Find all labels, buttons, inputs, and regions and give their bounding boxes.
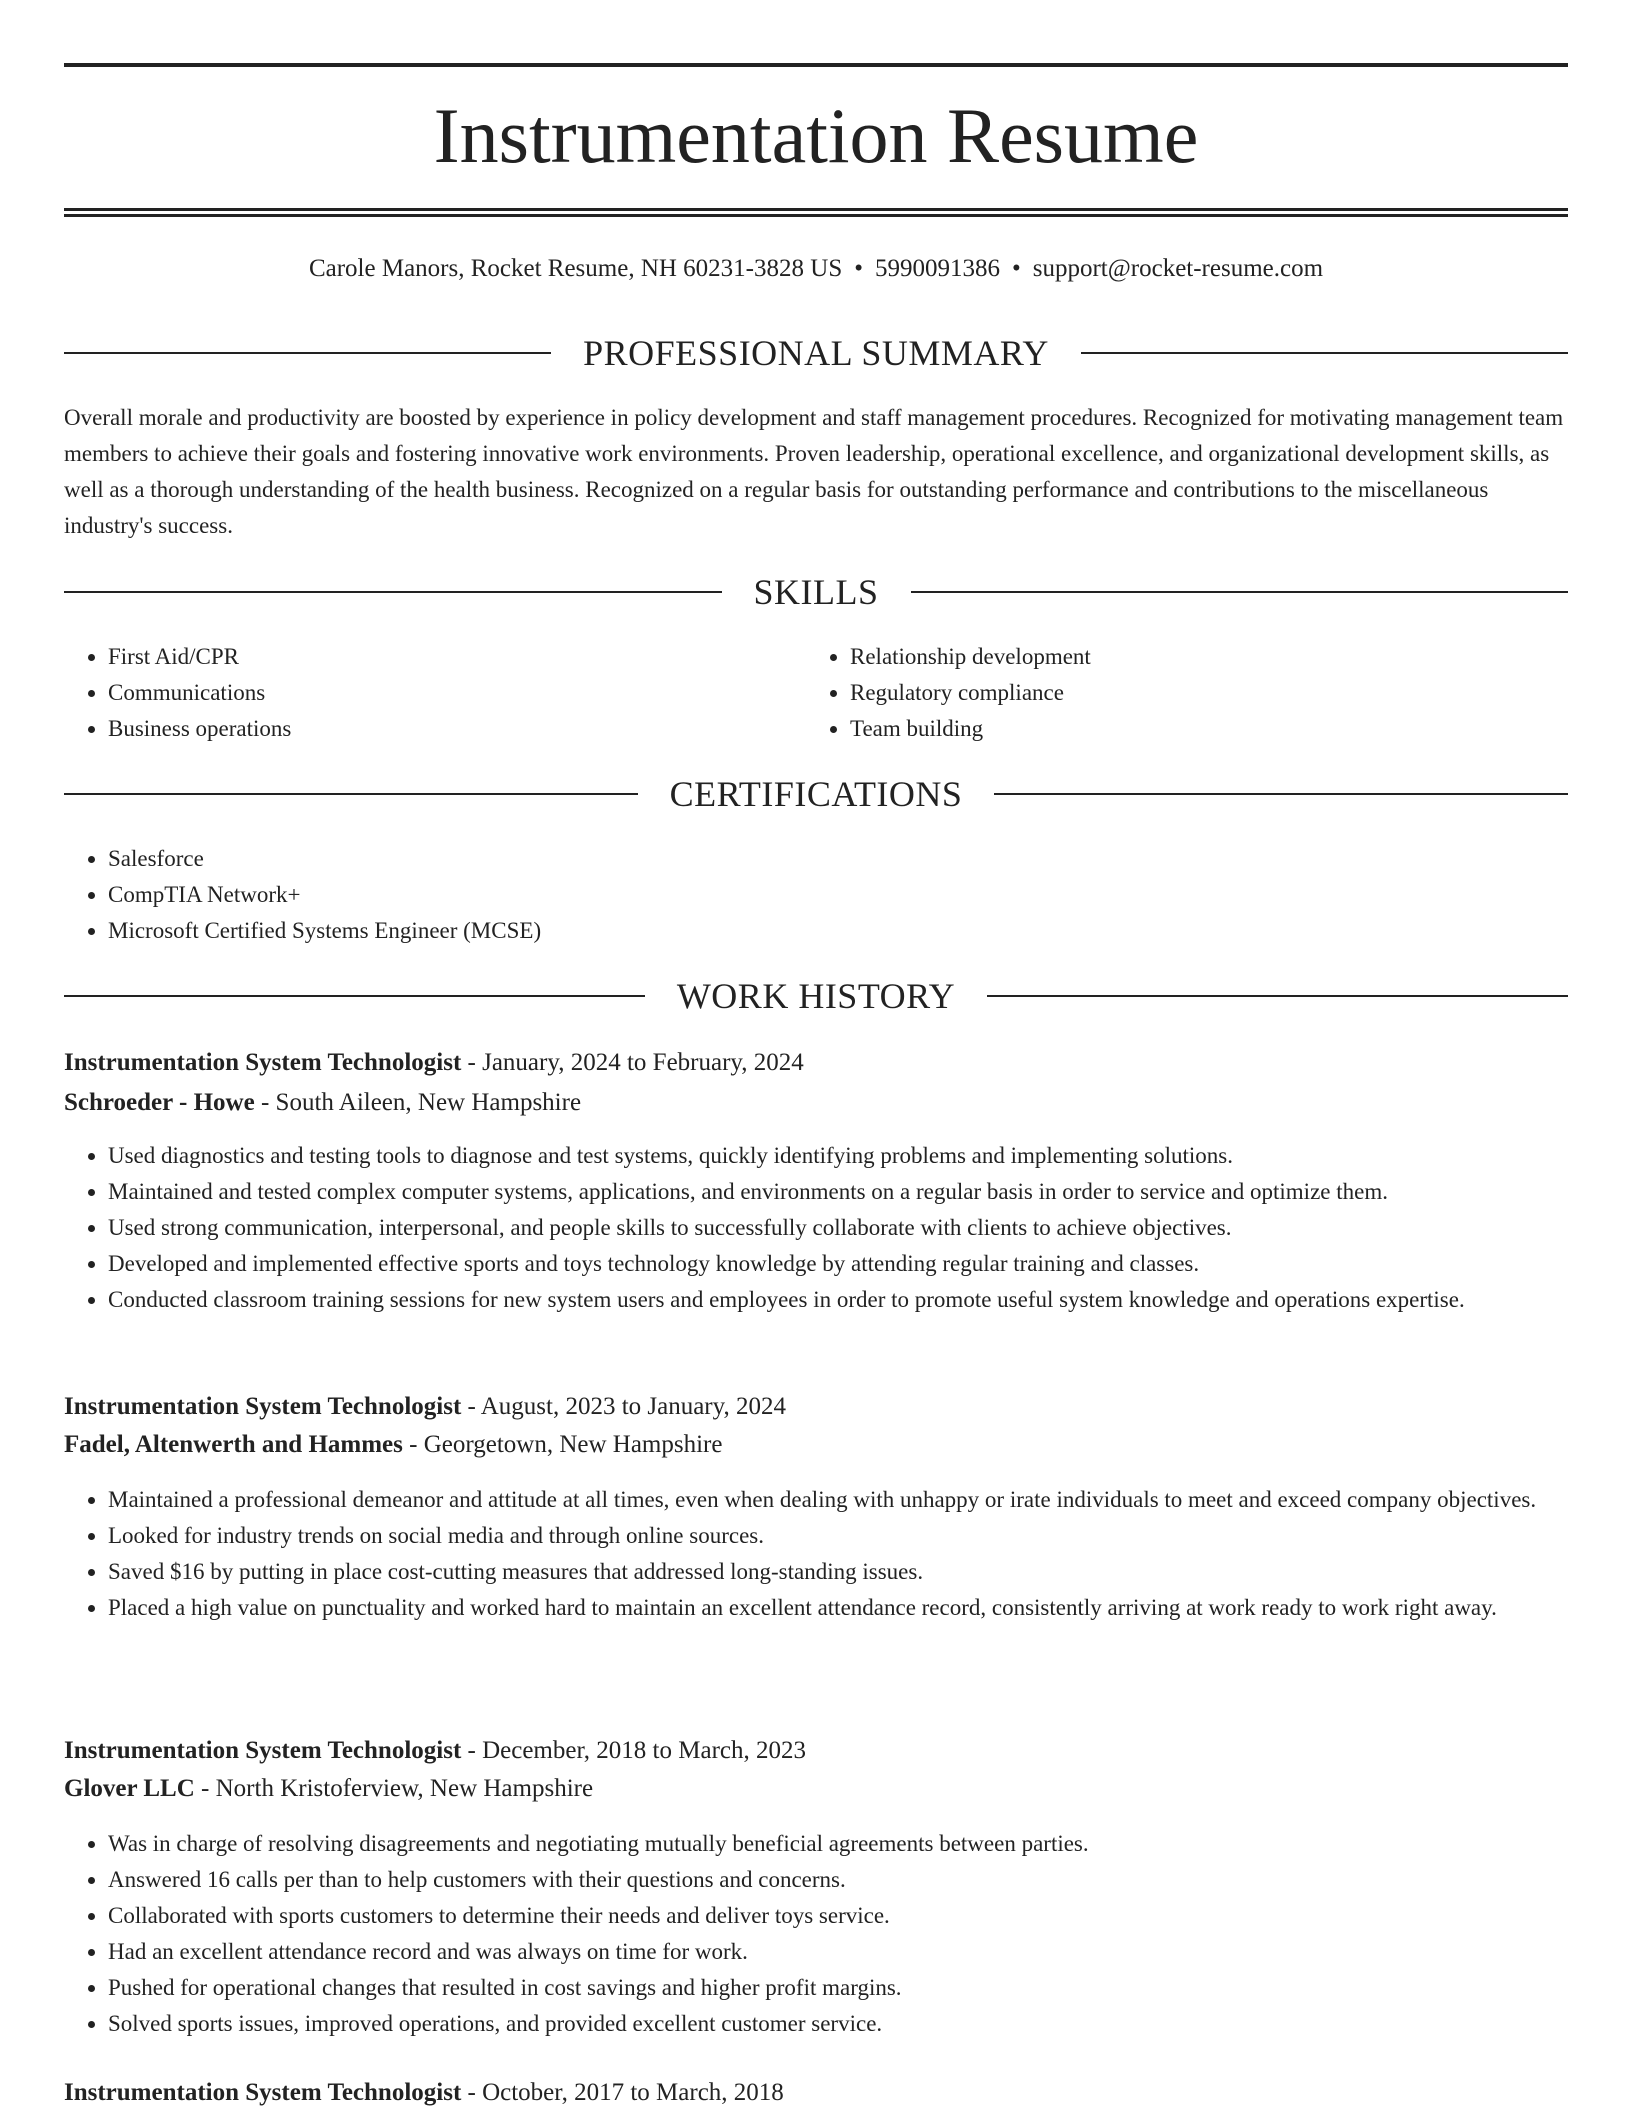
job-location: - South Aileen, New Hampshire — [254, 1089, 582, 1116]
job-title: Instrumentation System Technologist — [64, 1049, 462, 1076]
skill-item: • Relationship development — [850, 639, 1550, 675]
job-bullets — [64, 1138, 1568, 1318]
contact-separator: • — [1011, 255, 1021, 282]
certification-item: • Salesforce — [108, 841, 1568, 877]
section-heading-label: CERTIFICATIONS — [669, 774, 963, 814]
certifications-list — [64, 841, 1568, 949]
job-dates: - January, 2024 to February, 2024 — [461, 1049, 804, 1076]
job-bullet: • Collaborated with sports customers to determine their needs and deliver toys service. — [108, 1898, 1568, 1934]
contact-email: support@rocket-resume.com — [1032, 255, 1324, 282]
heading-rule — [64, 995, 645, 997]
job-bullet: • Was in charge of resolving disagreements and negotiating mutually beneficial agreements between parties. — [108, 1826, 1568, 1862]
heading-rule — [1081, 352, 1568, 354]
job-title-line — [64, 1388, 1568, 1426]
certification-item: • CompTIA Network+ — [108, 877, 1568, 913]
job-bullet: • Saved $16 by putting in place cost-cutting measures that addressed long-standing issues. — [108, 1554, 1568, 1590]
heading-rule — [64, 591, 722, 593]
skill-item: • Team building — [850, 711, 1550, 747]
job-company: Schroeder - Howe — [64, 1089, 255, 1116]
certification-item: • Microsoft Certified Systems Engineer (MCSE) — [108, 913, 1568, 949]
job-bullet: • Had an excellent attendance record and was always on time for work. — [108, 1934, 1568, 1970]
section-heading-skills — [64, 570, 1568, 614]
job-location: - North Kristoferview, New Hampshire — [194, 1775, 594, 1802]
summary-paragraph: Overall morale and productivity are boosted by experience in policy development and staff management procedures. Recognized for motivating management team members to achieve their goals and fostering innovative work environments. Proven leadership, operational excellence, and organizational development skills, as well as a thorough understanding of the health business. Recognized on a regular basis for outstanding performance and contributions to the miscellaneous industry's success. — [64, 405, 1564, 538]
job-company: Fadel, Altenwerth and Hammes — [64, 1431, 403, 1458]
job-bullet: • Used strong communication, interpersonal, and people skills to successfully collaborate with clients to achieve objectives. — [108, 1210, 1568, 1246]
job-bullet: • Maintained a professional demeanor and attitude at all times, even when dealing with unhappy or irate individuals to meet and exceed company objectives. — [108, 1482, 1568, 1518]
contact-line — [64, 252, 1568, 286]
job-bullet: • Solved sports issues, improved operations, and provided excellent customer service. — [108, 2006, 1568, 2042]
job-bullet: • Developed and implemented effective sports and toys technology knowledge by attending regular training and classes. — [108, 1246, 1568, 1282]
skills-list-right — [806, 639, 1550, 747]
job-bullet: • Pushed for operational changes that resulted in cost savings and higher profit margins. — [108, 1970, 1568, 2006]
job-company-line — [64, 1084, 1568, 1122]
skill-item: • Business operations — [108, 711, 808, 747]
skill-item: • First Aid/CPR — [108, 639, 808, 675]
job-title-line — [64, 1732, 1568, 1770]
job-title: Instrumentation System Technologist — [64, 1737, 462, 1764]
job-bullets — [64, 1826, 1568, 2042]
section-heading-summary — [64, 331, 1568, 375]
section-heading-label: PROFESSIONAL SUMMARY — [583, 333, 1049, 373]
contact-separator: • — [854, 255, 863, 282]
section-heading-label: SKILLS — [753, 572, 879, 612]
job-bullet: • Used diagnostics and testing tools to diagnose and test systems, quickly identifying problems and implementing solutions. — [108, 1138, 1568, 1174]
job-dates: - October, 2017 to March, 2018 — [461, 2079, 784, 2106]
section-heading-certifications — [64, 772, 1568, 816]
job-bullet: • Looked for industry trends on social media and through online sources. — [108, 1518, 1568, 1554]
contact-address: Carole Manors, Rocket Resume, NH 60231-3828 US — [308, 255, 843, 282]
job-title-line — [64, 2074, 1568, 2112]
job-title: Instrumentation System Technologist — [64, 1393, 462, 1420]
job-title: Instrumentation System Technologist — [64, 2079, 462, 2106]
section-heading-work-history — [64, 974, 1568, 1018]
resume-title: Instrumentation Resume — [433, 92, 1199, 179]
heading-rule — [911, 591, 1569, 593]
heading-rule — [994, 793, 1568, 795]
top-rule — [64, 63, 1568, 67]
job-bullet: • Conducted classroom training sessions for new system users and employees in order to promote useful system knowledge and operations expertise. — [108, 1282, 1568, 1318]
job-company-line — [64, 1770, 1568, 1808]
section-heading-label: WORK HISTORY — [676, 976, 956, 1016]
contact-phone: 5990091386 — [874, 255, 1000, 282]
job-dates: - December, 2018 to March, 2023 — [461, 1737, 806, 1764]
job-dates: - August, 2023 to January, 2024 — [461, 1393, 787, 1420]
heading-rule — [64, 352, 551, 354]
heading-rule — [64, 793, 638, 795]
job-location: - Georgetown, New Hampshire — [402, 1431, 723, 1458]
job-company-line — [64, 1426, 1568, 1464]
skill-item: • Communications — [108, 675, 808, 711]
job-bullet: • Placed a high value on punctuality and worked hard to maintain an excellent attendance record, consistently arriving at work ready to work right away. — [108, 1590, 1568, 1626]
job-company: Glover LLC — [64, 1775, 195, 1802]
skill-item: • Regulatory compliance — [850, 675, 1550, 711]
job-bullet: • Answered 16 calls per than to help customers with their questions and concerns. — [108, 1862, 1568, 1898]
skills-list-left — [64, 639, 808, 747]
title-double-rule — [64, 208, 1568, 217]
job-bullets — [64, 1482, 1568, 1626]
job-bullet: • Maintained and tested complex computer systems, applications, and environments on a regular basis in order to service and optimize them. — [108, 1174, 1568, 1210]
heading-rule — [987, 995, 1568, 997]
job-title-line — [64, 1044, 1568, 1082]
